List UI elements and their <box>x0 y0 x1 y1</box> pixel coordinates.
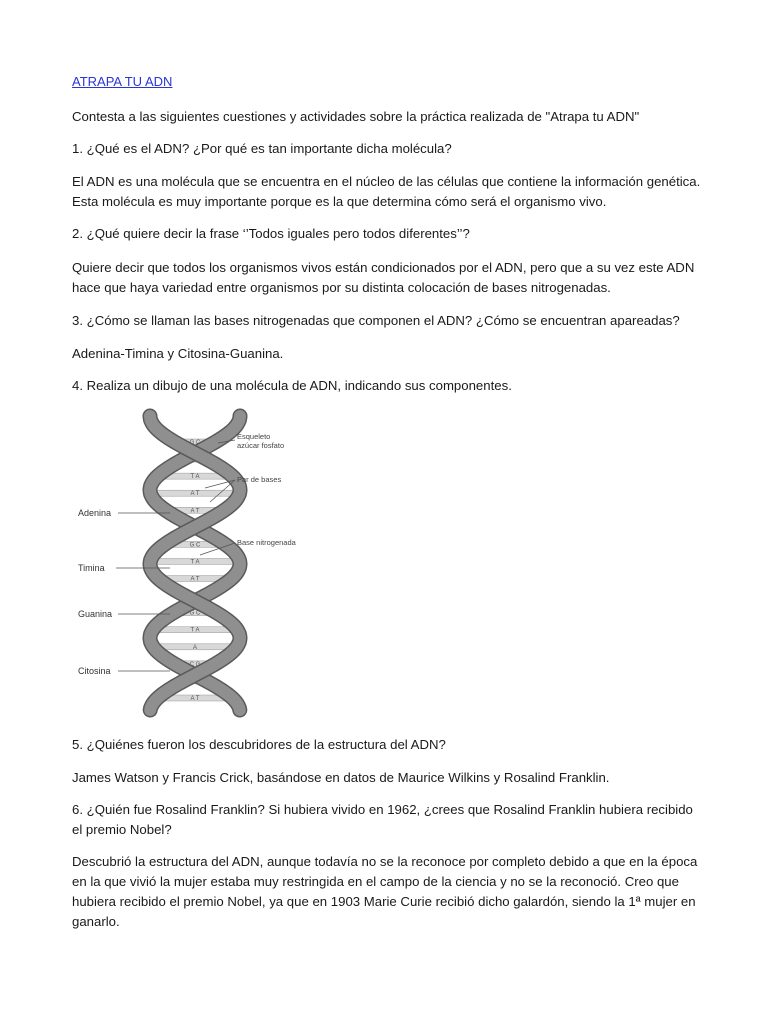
base-pair-label: C G <box>189 457 201 464</box>
answer-6: Descubrió la estructura del ADN, aunque todavía no se la reconoce por completo debido a que en la época en la que vivió la mujer estaba muy restringida en el campo de la ciencia y no se la reconoció. Creo que hubiera recibido el premio Nobel, ya que en 1903 Marie Curie recibió dicho galardón, siendo la 1ª mujer en ganarlo. <box>72 854 698 929</box>
question-4: 4. Realiza un dibujo de una molécula de ADN, indicando sus componentes. <box>72 378 512 393</box>
label-adenina: Adenina <box>78 508 112 518</box>
base-pair-label: A <box>192 644 198 651</box>
question-1: 1. ¿Qué es el ADN? ¿Por qué es tan importante dicha molécula? <box>72 141 452 156</box>
base-pair-label: T A <box>190 627 200 634</box>
label-timina: Timina <box>78 563 105 573</box>
label-esqueleto-1: Esqueleto <box>237 432 271 441</box>
answer-3: Adenina-Timina y Citosina-Guanina. <box>72 346 284 361</box>
answer-1: El ADN es una molécula que se encuentra en el núcleo de las células que contiene la información genética. Esta molécula es muy importante porque es la que determina cómo será el organismo vivo. <box>72 174 701 209</box>
label-guanina: Guanina <box>78 609 113 619</box>
base-pair-label: G C <box>189 440 201 446</box>
dna-diagram <box>70 408 330 720</box>
base-pair-label: A T <box>190 508 200 515</box>
label-citosina: Citosina <box>78 666 111 676</box>
intro-text: Contesta a las siguientes cuestiones y actividades sobre la práctica realizada de "Atrapa tu ADN" <box>72 109 640 124</box>
question-6: 6. ¿Quién fue Rosalind Franklin? Si hubiera vivido en 1962, ¿crees que Rosalind Franklin hubiera recibido el premio Nobel? <box>72 802 693 837</box>
question-3: 3. ¿Cómo se llaman las bases nitrogenadas que componen el ADN? ¿Cómo se encuentran apareadas? <box>72 313 680 328</box>
base-pair-label: G C <box>189 542 201 549</box>
base-pair-label: A T <box>190 696 200 702</box>
base-pair-label: C G <box>189 678 201 685</box>
base-pair-label: A T <box>190 576 200 583</box>
base-pair-label: T A <box>190 474 200 481</box>
title-link[interactable]: ATRAPA TU ADN <box>72 74 173 89</box>
base-pair-label: A T <box>190 491 200 498</box>
base-pair-label: T A <box>190 559 200 566</box>
base-pair-label: G C <box>189 610 201 617</box>
base-pair-label: A <box>192 593 198 600</box>
base-pair-label: C G <box>189 661 201 668</box>
answer-5: James Watson y Francis Crick, basándose en datos de Maurice Wilkins y Rosalind Franklin. <box>72 770 610 785</box>
label-par-bases: Par de bases <box>237 475 282 484</box>
label-esqueleto-2: azúcar fosfato <box>237 441 285 450</box>
question-2: 2. ¿Qué quiere decir la frase ‘’Todos iguales pero todos diferentes’’? <box>72 226 470 241</box>
answer-2: Quiere decir que todos los organismos vivos están condicionados por el ADN, pero que a su vez este ADN hace que haya variedad entre organismos por su distinta colocación de bases nitrogenadas. <box>72 260 695 295</box>
dna-helix-svg <box>70 408 330 720</box>
label-base-nitrogenada: Base nitrogenada <box>237 538 296 547</box>
question-5: 5. ¿Quiénes fueron los descubridores de la estructura del ADN? <box>72 737 446 752</box>
